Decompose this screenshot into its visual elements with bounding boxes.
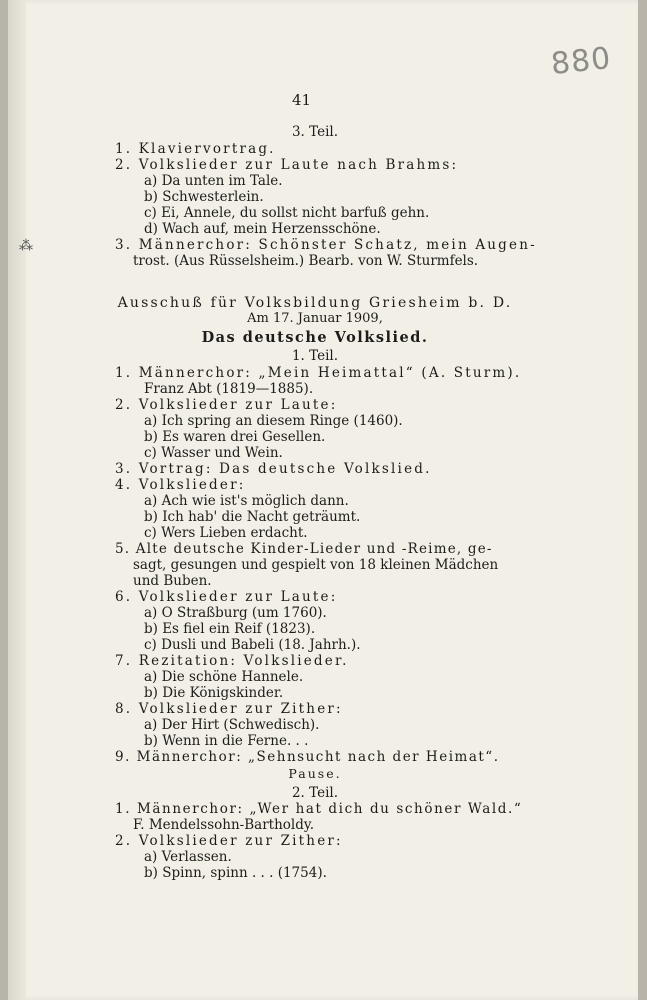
part3-line: b) Schwesterlein.: [144, 189, 264, 205]
program-date: Am 17. Januar 1909,: [247, 311, 383, 326]
part3-line: 1. Klaviervortrag.: [115, 141, 276, 157]
part1-line: sagt, gesungen und gespielt von 18 kleinen Mädchen: [133, 557, 499, 573]
part2-line: b) Spinn, spinn . . . (1754).: [144, 865, 327, 881]
part1-heading: 1. Teil.: [291, 348, 339, 364]
part2-line: 2. Volkslieder zur Zither:: [115, 833, 343, 849]
part1-line: 4. Volkslieder:: [115, 477, 246, 493]
part1-line: Franz Abt (1819—1885).: [144, 381, 314, 397]
pencil-note: 880: [549, 40, 613, 83]
part3-line: 2. Volkslieder zur Laute nach Brahms:: [115, 157, 459, 173]
part1-line: b) Ich hab' die Nacht geträumt.: [144, 509, 361, 525]
part3-line: trost. (Aus Rüsselsheim.) Bearb. von W. Sturmfels.: [133, 253, 479, 269]
part1-line: 2. Volkslieder zur Laute:: [115, 397, 338, 413]
part3-line: 3. Männerchor: Schönster Schatz, mein Augen-: [115, 237, 537, 253]
part1-line: b) Es fiel ein Reif (1823).: [144, 621, 316, 637]
part2-line: a) Verlassen.: [144, 849, 232, 865]
part1-line: c) Wers Lieben erdacht.: [144, 525, 308, 541]
page-spine: [8, 0, 26, 1000]
pause-label: Pause.: [288, 766, 342, 781]
part3-heading: 3. Teil.: [291, 124, 339, 140]
part1-line: a) Ich spring an diesem Ringe (1460).: [144, 413, 403, 429]
part1-line: 5. Alte deutsche Kinder-Lieder und -Reime, ge-: [115, 541, 493, 557]
part1-line: 9. Männerchor: „Sehnsucht nach der Heimat“.: [115, 749, 500, 765]
part2-line: F. Mendelssohn-Bartholdy.: [133, 817, 314, 833]
part3-line: d) Wach auf, mein Herzensschöne.: [144, 221, 381, 237]
part1-line: a) O Straßburg (um 1760).: [144, 605, 327, 621]
part1-line: 7. Rezitation: Volkslieder.: [115, 653, 349, 669]
part1-line: a) Die schöne Hannele.: [144, 669, 304, 685]
part1-line: b) Die Königskinder.: [144, 685, 284, 701]
program-title: Das deutsche Volkslied.: [201, 329, 429, 346]
part2-line: 1. Männerchor: „Wer hat dich du schöner Wald.“: [115, 801, 523, 817]
part1-line: a) Der Hirt (Schwedisch).: [144, 717, 320, 733]
part1-line: 1. Männerchor: „Mein Heimattal“ (A. Sturm).: [115, 365, 522, 381]
page-number: 41: [291, 91, 312, 109]
part1-line: c) Dusli und Babeli (18. Jahrh.).: [144, 637, 361, 653]
org-title: Ausschuß für Volksbildung Griesheim b. D.: [117, 295, 513, 311]
part1-line: 3. Vortrag: Das deutsche Volkslied.: [115, 461, 432, 477]
binding-mark: ⁂: [19, 238, 33, 254]
part3-line: c) Ei, Annele, du sollst nicht barfuß gehn.: [144, 205, 430, 221]
part1-line: 6. Volkslieder zur Laute:: [115, 589, 338, 605]
part1-line: 8. Volkslieder zur Zither:: [115, 701, 343, 717]
part3-line: a) Da unten im Tale.: [144, 173, 283, 189]
part2-heading: 2. Teil.: [291, 785, 339, 801]
part1-line: a) Ach wie ist's möglich dann.: [144, 493, 349, 509]
part1-line: b) Es waren drei Gesellen.: [144, 429, 326, 445]
part1-line: b) Wenn in die Ferne. . .: [144, 733, 309, 749]
part1-line: c) Wasser und Wein.: [144, 445, 283, 461]
part1-line: und Buben.: [133, 573, 212, 589]
